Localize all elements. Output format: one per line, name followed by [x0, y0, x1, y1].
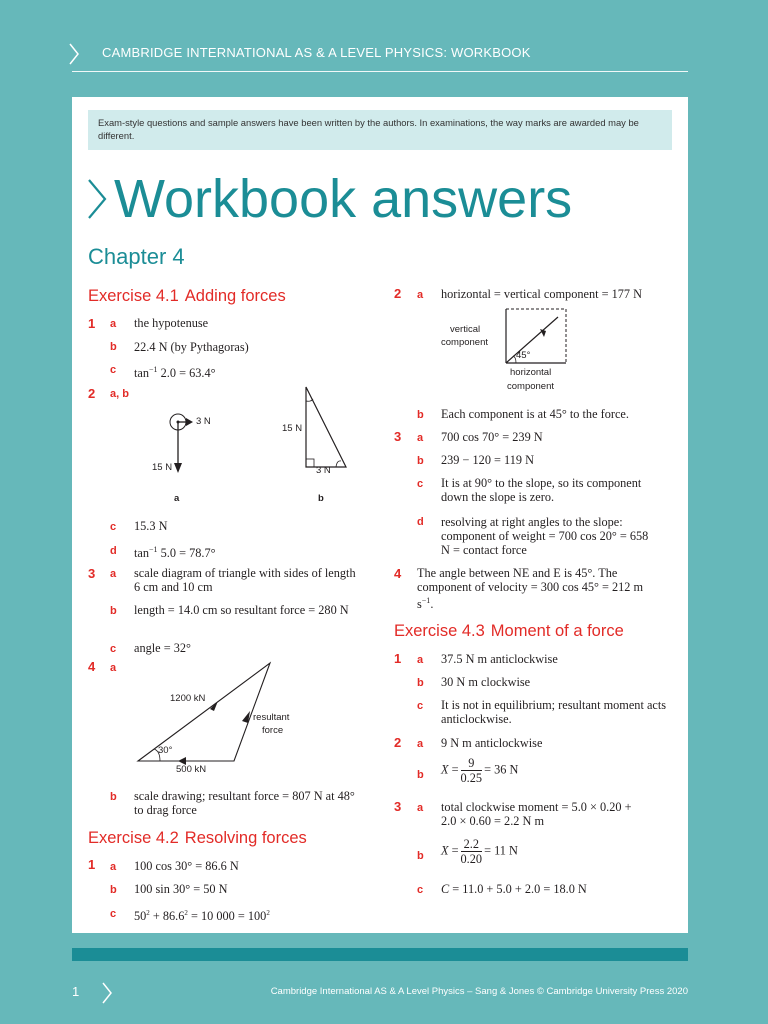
page-number: 1: [72, 984, 80, 999]
part-letter: b: [110, 884, 117, 896]
axis-label: component: [441, 337, 489, 348]
answer-text: 22.4 N (by Pythagoras): [134, 340, 249, 354]
exercise-title: Adding forces: [184, 287, 286, 305]
answer-text: The angle between NE and E is 45°. The component of velocity = 300 cos 45° = 212 m $s^{-1}$.: [417, 566, 644, 612]
question-number: 3: [394, 429, 402, 444]
part-letter: d: [417, 516, 424, 528]
chevron-right-icon: [68, 42, 80, 66]
force-label: 500 kN: [176, 764, 207, 775]
notice-box: Exam-style questions and sample answers have been written by the authors. In examinations, the way marks are awarded may be different.: [88, 110, 672, 150]
part-letter: a: [110, 662, 117, 674]
force-label: force: [262, 725, 284, 736]
exercise-number: Exercise 4.2: [88, 829, 179, 847]
answer-text: $\tan^{-1} 2.0 = 63.4^\circ$: [134, 365, 216, 381]
answer-text: scale drawing; resultant force = 807 N at 48° to drag force: [134, 789, 355, 817]
part-letter: b: [417, 677, 424, 689]
force-label: 15 N: [152, 462, 173, 473]
part-letter: c: [417, 884, 424, 896]
answer-equation: X = $\frac{9}{0.25}$ = 36 N: [441, 756, 519, 785]
question-number: 2: [88, 386, 96, 401]
answer-text: $\tan^{-1} 5.0 = 78.7^\circ$: [134, 545, 216, 561]
answer-text: 700 cos 70° = 239 N: [441, 430, 543, 444]
question-number: 2: [394, 735, 402, 750]
header-rule: [72, 71, 688, 72]
answer-equation: X = $\frac{2.2}{0.20}$ = 11 N: [441, 837, 518, 866]
exercise-4-1-heading: [88, 287, 286, 306]
chevron-right-icon: [100, 981, 114, 1005]
answer-text: It is at 90° to the slope, so its component down the slope is zero.: [441, 476, 642, 504]
answer-text: horizontal = vertical component = 177 N: [441, 287, 643, 301]
answer-text: the hypotenuse: [134, 316, 209, 330]
part-letter: b: [417, 850, 424, 862]
exercise-number: Exercise 4.1: [88, 287, 179, 305]
answer-text: Each component is at 45° to the force.: [441, 407, 629, 421]
part-letter: a, b: [110, 388, 129, 400]
force-diagram-b: [300, 385, 352, 471]
page-title: [86, 167, 572, 231]
question-number: 1: [394, 651, 402, 666]
footer-band: [72, 948, 688, 961]
part-letter: a: [417, 289, 424, 301]
answer-equation: C = 11.0 + 5.0 + 2.0 = 18.0 N: [441, 882, 587, 896]
part-letter: b: [110, 341, 117, 353]
force-label: 3 N: [316, 465, 331, 476]
part-letter: c: [110, 521, 117, 533]
answer-text: 37.5 N m anticlockwise: [441, 652, 558, 666]
question-number: 3: [88, 566, 96, 581]
part-letter: c: [110, 643, 117, 655]
axis-label: horizontal: [510, 367, 552, 378]
part-letter: a: [417, 802, 424, 814]
part-letter: c: [110, 364, 117, 376]
answer-text: $50^2 + 86.6^2 = 10$ $000 = 100^2$: [134, 909, 270, 924]
part-letter: c: [110, 908, 117, 920]
answer-text: angle = 32°: [134, 641, 191, 655]
part-letter: a: [417, 738, 424, 750]
header-title: CAMBRIDGE INTERNATIONAL AS & A LEVEL PHYSICS: WORKBOOK: [102, 45, 531, 60]
axis-label: component: [507, 381, 555, 392]
part-letter: a: [110, 861, 117, 873]
diagram-caption: b: [318, 493, 324, 504]
axis-label: vertical: [450, 324, 481, 335]
answer-text: 9 N m anticlockwise: [441, 736, 543, 750]
answer-text: 239 − 120 = 119 N: [441, 453, 535, 467]
part-letter: a: [417, 432, 424, 444]
part-letter: a: [417, 654, 424, 666]
part-letter: c: [417, 700, 424, 712]
answer-text: 15.3 N: [134, 519, 168, 533]
part-letter: d: [110, 545, 117, 557]
angle-label: 45°: [516, 350, 531, 361]
diagram-caption: a: [174, 493, 180, 504]
answer-text: It is not in equilibrium; resultant moment acts anticlockwise.: [441, 698, 667, 726]
question-number: 2: [394, 286, 402, 301]
answer-text: length = 14.0 cm so resultant force = 280 N: [134, 603, 349, 617]
components-diagram: [500, 305, 572, 369]
page-title-text: Workbook answers: [114, 169, 573, 229]
part-letter: b: [417, 769, 424, 781]
answer-text: resolving at right angles to the slope: component of weight = 700 cos 20° = 658 N = contact force: [441, 515, 649, 557]
part-letter: a: [110, 318, 117, 330]
force-label: resultant: [253, 712, 290, 723]
answer-text: 100 sin 30° = 50 N: [134, 882, 228, 896]
question-number: 1: [88, 857, 96, 872]
part-letter: c: [417, 478, 424, 490]
part-letter: a: [110, 568, 117, 580]
footer-copyright: Cambridge International AS & A Level Physics – Sang & Jones © Cambridge University Press 2020: [270, 986, 688, 997]
part-letter: b: [110, 791, 117, 803]
exercise-number: Exercise 4.3: [394, 622, 485, 640]
angle-label: 30°: [158, 745, 173, 756]
exercise-4-2-heading: [88, 829, 307, 848]
part-letter: b: [417, 455, 424, 467]
page: [72, 97, 688, 933]
answer-text: 30 N m clockwise: [441, 675, 531, 689]
question-number: 4: [88, 659, 96, 674]
chevron-right-icon: [86, 177, 108, 221]
exercise-title: Moment of a force: [490, 622, 624, 640]
exercise-4-3-heading: [394, 622, 624, 641]
answer-text: total clockwise moment = 5.0 × 0.20 + 2.0 × 0.60 = 2.2 N m: [441, 800, 632, 828]
chapter-heading: Chapter 4: [88, 244, 185, 269]
question-number: 3: [394, 799, 402, 814]
force-label: 15 N: [282, 423, 303, 434]
answer-text: 100 cos 30° = 86.6 N: [134, 859, 239, 873]
force-label: 1200 kN: [170, 693, 206, 704]
part-letter: b: [110, 605, 117, 617]
exercise-title: Resolving forces: [184, 829, 307, 847]
question-number: 1: [88, 316, 96, 331]
question-number: 4: [394, 566, 402, 581]
part-letter: b: [417, 409, 424, 421]
force-label: 3 N: [196, 416, 211, 427]
answer-text: scale diagram of triangle with sides of length 6 cm and 10 cm: [134, 566, 356, 594]
